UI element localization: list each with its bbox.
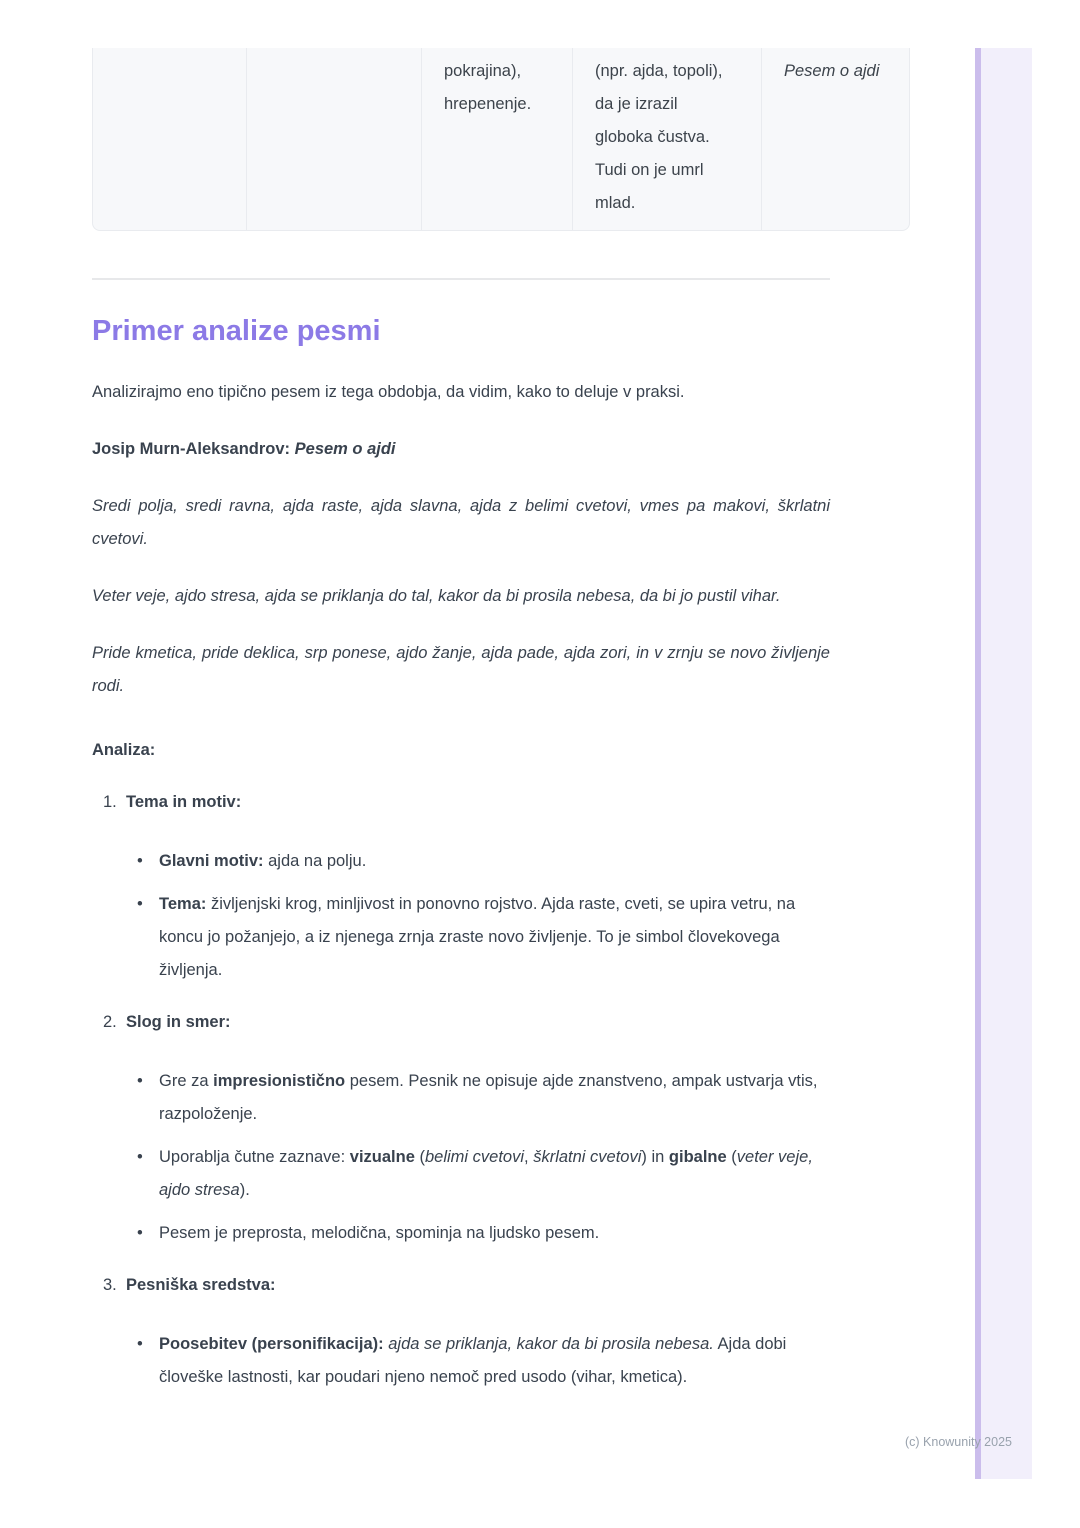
bullet-dot-icon: • <box>137 852 143 870</box>
analysis-item-title-row <box>92 786 912 819</box>
bullet-text: Tema: življenjski krog, minljivost in ponovno rojstvo. Ajda raste, cveti, se upira vetru, na koncu jo požanjejo, a iz njenega zrnja zraste novo življenje. To je simbol človekovega življenja. <box>159 895 796 979</box>
poem-verse: Veter veje, ajdo stresa, ajda se priklanja do tal, kakor da bi prosila nebesa, da bi jo pustil vihar. <box>92 587 781 605</box>
table-cell: (npr. ajda, topoli), da je izrazil globoka čustva. Tudi on je umrl mlad. <box>572 48 761 230</box>
table-cell-poem-title: Pesem o ajdi <box>761 48 909 230</box>
analysis-item-1 <box>92 786 912 987</box>
poem-verse: Pride kmetica, pride deklica, srp ponese, ajdo žanje, ajda pade, ajda zori, in v zrnju se novo življenje rodi. <box>92 644 830 695</box>
analysis-heading: Analiza: <box>92 741 156 759</box>
bullet-text: Glavni motiv: ajda na polju. <box>159 852 367 870</box>
copyright-watermark: (c) Knowunity 2025 <box>904 1435 1012 1449</box>
bullet-dot-icon: • <box>137 895 143 913</box>
item-title: Tema in motiv: <box>126 793 242 811</box>
section-heading: Primer analize pesmi <box>92 315 381 347</box>
poem-verse: Sredi polja, sredi ravna, ajda raste, ajda slavna, ajda z belimi cvetovi, vmes pa makovi, škrlatni cvetovi. <box>92 497 830 548</box>
bullet-dot-icon: • <box>137 1224 143 1242</box>
table-cell: pokrajina), hrepenenje. <box>421 48 572 230</box>
bullet-text: Uporablja čutne zaznave: vizualne (belimi cvetovi, škrlatni cvetovi) in gibalne (veter veje, ajdo stresa). <box>159 1148 813 1199</box>
bullet-dot-icon: • <box>137 1072 143 1090</box>
bullet-text: Gre za impresionistično pesem. Pesnik ne opisuje ajde znanstveno, ampak ustvarja vtis, razpoloženje. <box>159 1072 818 1123</box>
table-cell <box>246 48 421 230</box>
table-cell <box>93 48 246 230</box>
continued-table-row <box>92 48 910 231</box>
bullet-text: Poosebitev (personifikacija): ajda se priklanja, kakor da bi prosila nebesa. Ajda dobi človeške lastnosti, kar poudari njeno nemoč pred usodo (vihar, kmetica). <box>159 1335 787 1386</box>
bullet-item <box>92 1065 832 1131</box>
bullet-item <box>92 1328 832 1394</box>
bullet-dot-icon: • <box>137 1335 143 1353</box>
intro-paragraph: Analizirajmo eno tipično pesem iz tega obdobja, da vidim, kako to deluje v praksi. <box>92 383 685 401</box>
item-number: 3. <box>103 1276 117 1294</box>
analysis-item-title-row <box>92 1269 912 1302</box>
bullet-item <box>92 888 832 987</box>
page-content <box>92 48 912 1394</box>
analysis-item-3 <box>92 1269 912 1394</box>
bullet-dot-icon: • <box>137 1148 143 1166</box>
bullet-item <box>92 1217 832 1250</box>
poem-attribution: Josip Murn-Aleksandrov: Pesem o ajdi <box>92 440 396 458</box>
bullet-item <box>92 845 832 878</box>
right-accent-stripe <box>975 48 1032 1479</box>
bullet-text: Pesem je preprosta, melodična, spominja na ljudsko pesem. <box>159 1224 600 1242</box>
analysis-item-2 <box>92 1006 912 1250</box>
item-title: Pesniška sredstva: <box>126 1276 276 1294</box>
item-title: Slog in smer: <box>126 1013 231 1031</box>
analysis-item-title-row <box>92 1006 912 1039</box>
bullet-item <box>92 1141 832 1207</box>
item-number: 2. <box>103 1013 117 1031</box>
item-number: 1. <box>103 793 117 811</box>
section-divider <box>92 278 830 280</box>
